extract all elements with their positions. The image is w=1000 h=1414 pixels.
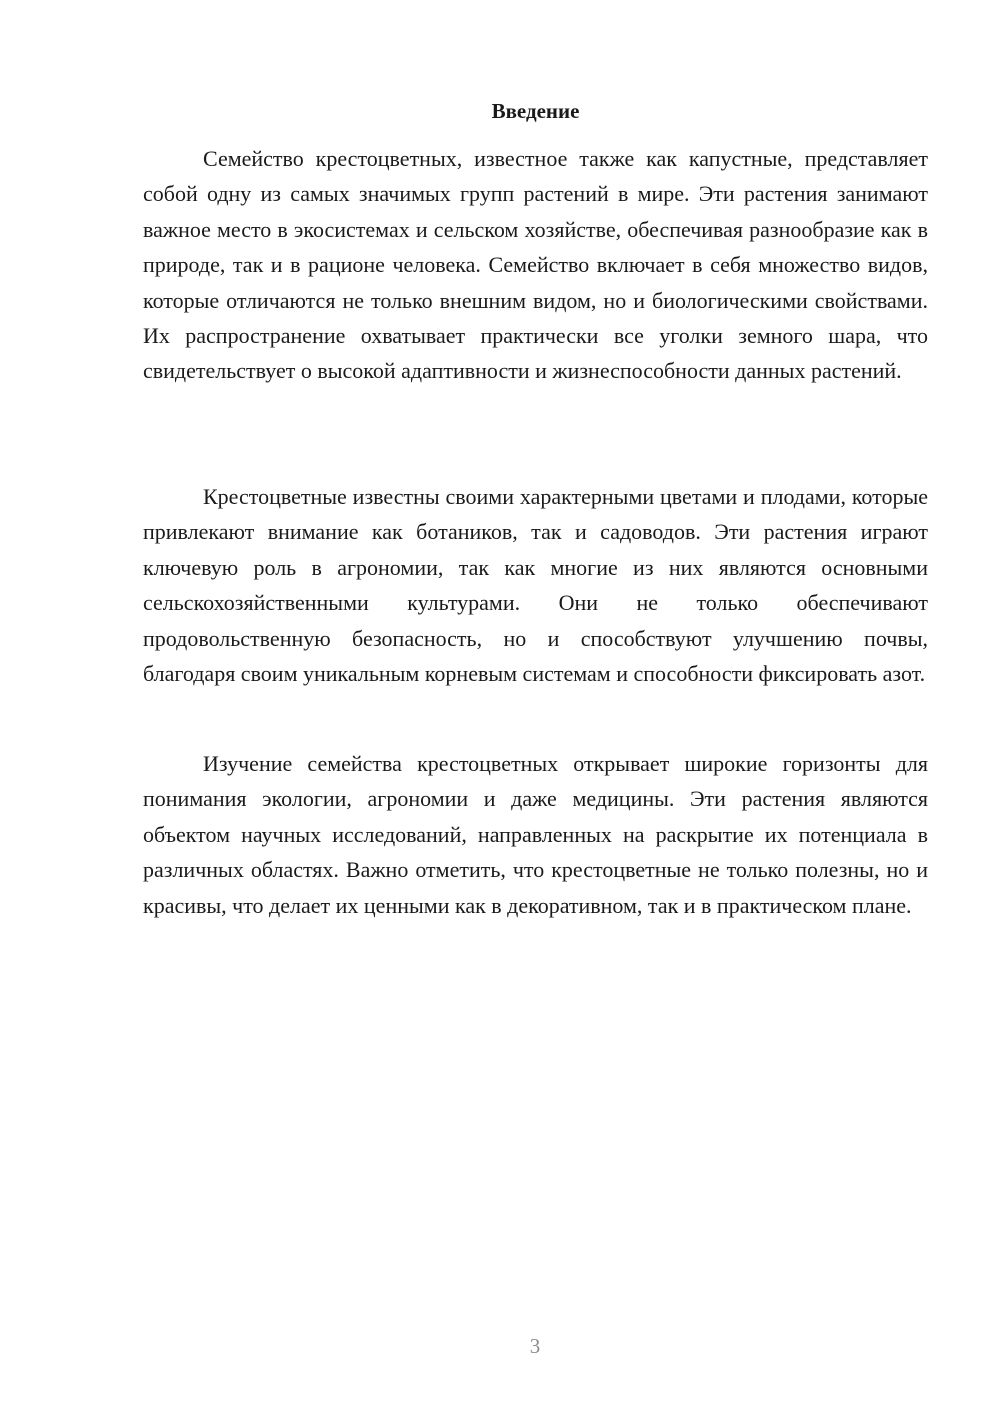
page-title: Введение — [491, 99, 580, 123]
paragraph-3: Изучение семейства крестоцветных открывает широкие горизонты для понимания экологии, агрономии и даже медицины. Эти растения являются объектом научных исследований, направленных на раскрытие их потенциала в различных областях. Важно отметить, что крестоцветные не только полезны, но и красивы, что делает их ценными как в декоративном, так и в практическом плане. — [143, 751, 928, 918]
page-number: 3 — [529, 1334, 541, 1358]
paragraph-2: Крестоцветные известны своими характерными цветами и плодами, которые привлекают внимание как ботаников, так и садоводов. Эти растения играют ключевую роль в агрономии, так как многие из них являются основными сельскохозяйственными культурами. Они не только обеспечивают продовольственную безопасность, но и способствуют улучшению почвы, благодаря своим уникальным корневым системам и способности фиксировать азот. — [143, 484, 928, 687]
paragraph-1: Семейство крестоцветных, известное также как капустные, представляет собой одну из самых значимых групп растений в мире. Эти растения занимают важное место в экосистемах и сельском хозяйстве, обеспечивая разнообразие как в природе, так и в рационе человека. Семейство включает в себя множество видов, которые отличаются не только внешним видом, но и биологическими свойствами. Их распространение охватывает практически все уголки земного шара, что свидетельствует о высокой адаптивности и жизнеспособности данных растений. — [143, 146, 928, 384]
